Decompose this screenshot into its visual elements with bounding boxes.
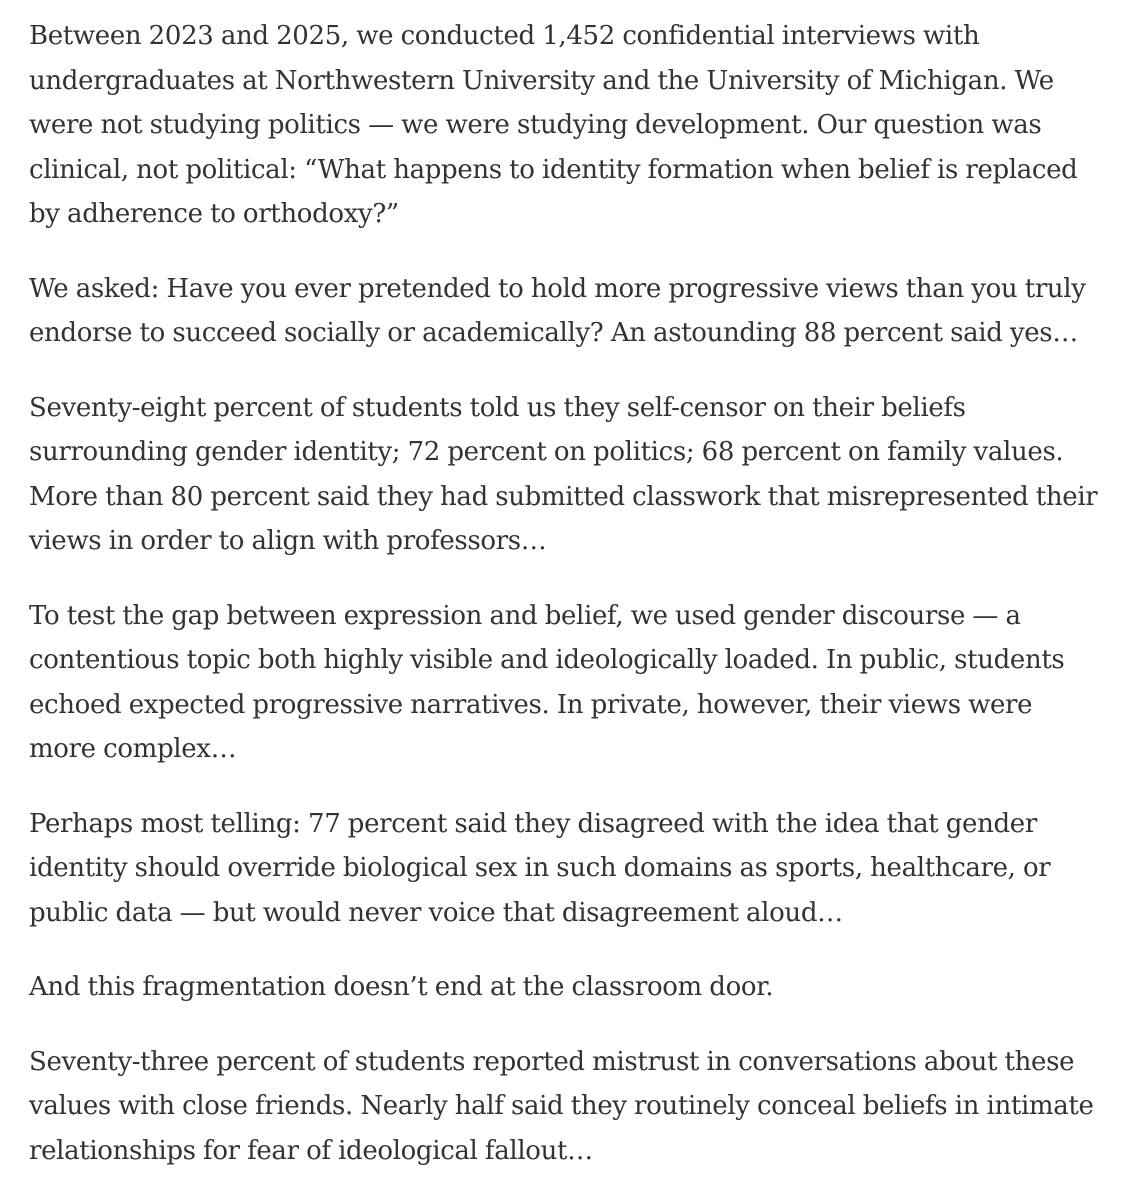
paragraph-most-telling: Perhaps most telling: 77 percent said they disagreed with the idea that gender identity should override biological sex in such domains as sports, healthcare, or public data — but would never voice that disagreement aloud… [29, 808, 1051, 928]
paragraph-mistrust: Seventy-three percent of students reported mistrust in conversations about these values with close friends. Nearly half said they routinely conceal beliefs in intimate relationships for fear of ideological fallout… [29, 1046, 1094, 1166]
paragraph-fragmentation: And this fragmentation doesn’t end at the classroom door. [29, 972, 774, 1002]
paragraph-pretended-views: We asked: Have you ever pretended to hold more progressive views than you truly endorse to succeed socially or academically? An astounding 88 percent said yes… [29, 273, 1086, 348]
paragraph-interviews: Between 2023 and 2025, we conducted 1,452 confidential interviews with undergraduates at Northwestern University and the University of Michigan. We were not studying politics — we were studying development. Our question was clinical, not political: “What happens to identity formation when belief is replaced by adherence to orthodoxy?” [29, 21, 1078, 229]
article-body [29, 14, 1099, 1203]
paragraph-self-censor: Seventy-eight percent of students told us they self-censor on their beliefs surrounding gender identity; 72 percent on politics; 68 percent on family values. More than 80 percent said they had submitted classwork that misrepresented their views in order to align with professors… [29, 392, 1098, 556]
paragraph-gender-discourse: To test the gap between expression and belief, we used gender discourse — a contentious topic both highly visible and ideologically loaded. In public, students echoed expected progressive narratives. In private, however, their views were more complex… [29, 600, 1065, 764]
